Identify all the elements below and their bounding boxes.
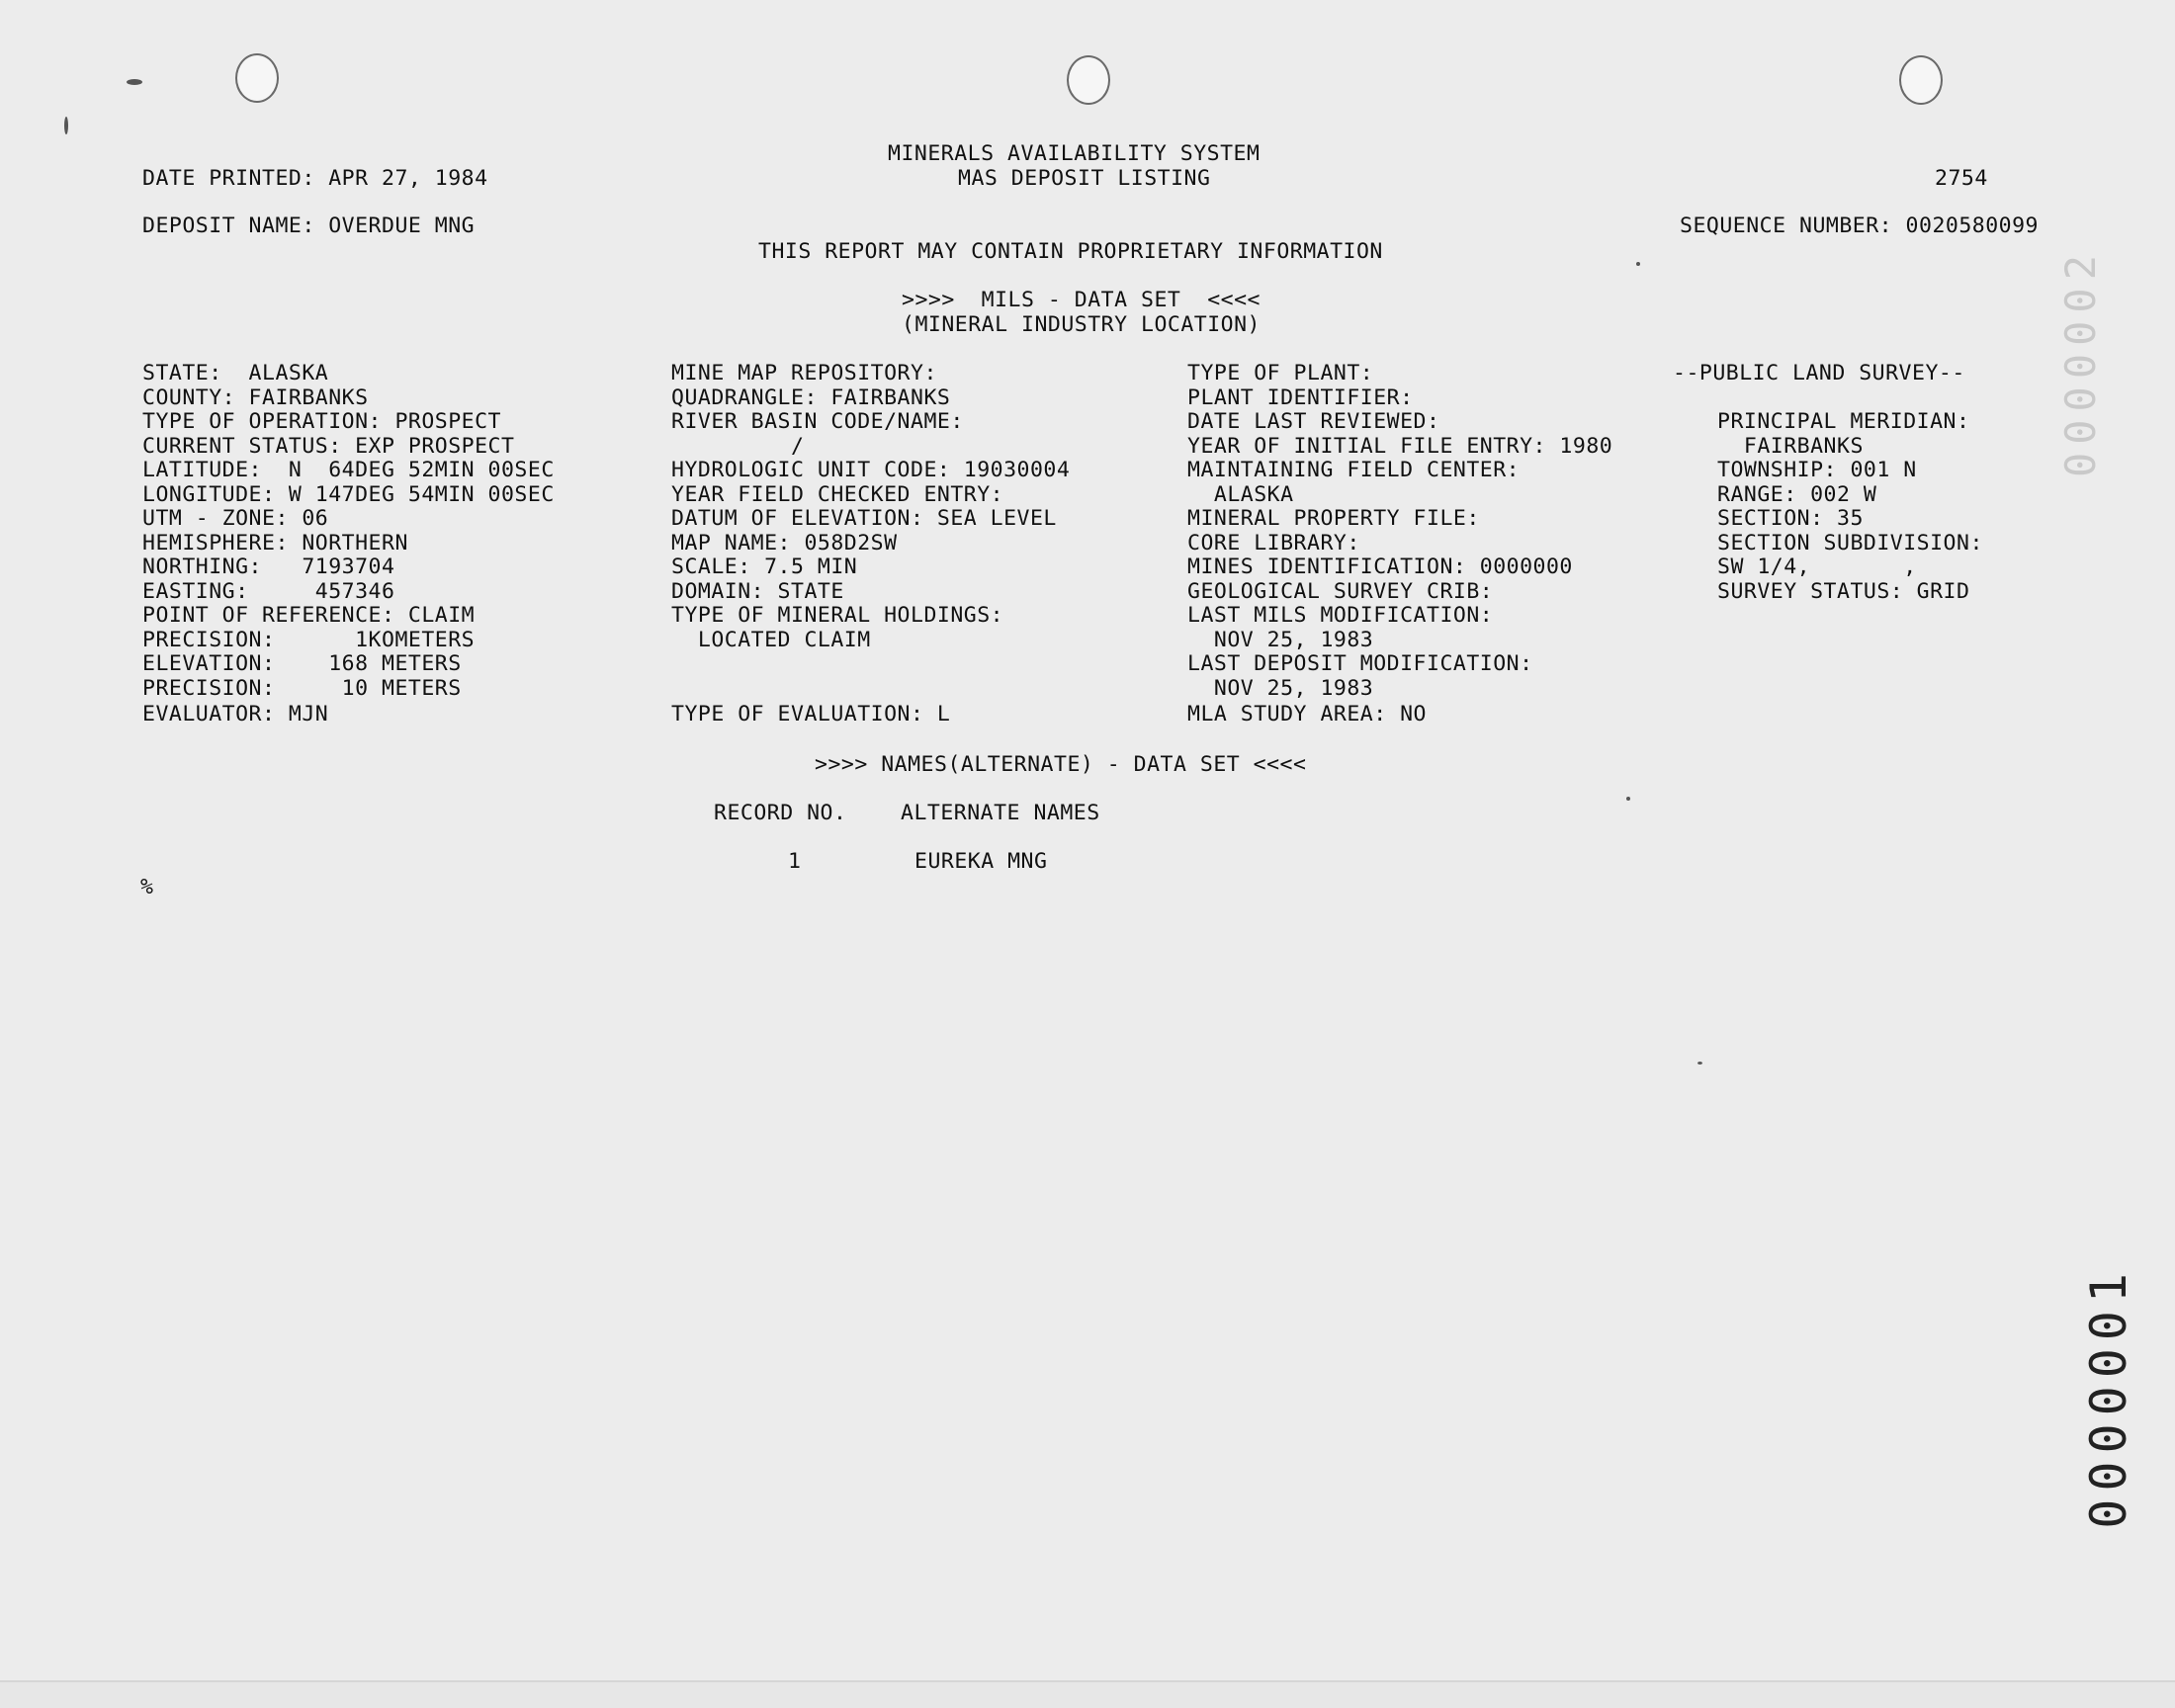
field-last-mils-modification: LAST MILS MODIFICATION: — [1187, 603, 1494, 628]
field-last-mils-modification-date: NOV 25, 1983 — [1187, 627, 1374, 652]
field-mineral-holdings: TYPE OF MINERAL HOLDINGS: — [671, 603, 1004, 628]
field-precision: PRECISION: 1KOMETERS — [142, 627, 476, 652]
scan-mark — [1636, 262, 1640, 266]
page-number: 2754 — [1935, 166, 1988, 191]
field-type-of-evaluation: TYPE OF EVALUATION: L — [671, 702, 951, 726]
field-point-of-reference: POINT OF REFERENCE: CLAIM — [142, 603, 476, 628]
field-maintaining-center-value: ALASKA — [1187, 481, 1294, 507]
field-year-field-checked: YEAR FIELD CHECKED ENTRY: — [671, 481, 1004, 507]
report-subtitle: MAS DEPOSIT LISTING — [958, 166, 1211, 191]
field-township: TOWNSHIP: 001 N — [1717, 458, 1917, 482]
punch-hole — [235, 53, 279, 103]
field-last-deposit-modification: LAST DEPOSIT MODIFICATION: — [1187, 651, 1533, 676]
proprietary-notice: THIS REPORT MAY CONTAIN PROPRIETARY INFORMATION — [758, 239, 1383, 264]
field-mine-map-repository: MINE MAP REPOSITORY: — [671, 361, 937, 385]
field-last-deposit-modification-date: NOV 25, 1983 — [1187, 675, 1374, 701]
deposit-name: DEPOSIT NAME: OVERDUE MNG — [142, 214, 476, 238]
field-principal-meridian: PRINCIPAL MERIDIAN: — [1717, 409, 1970, 434]
alternate-name: EUREKA MNG — [914, 849, 1048, 874]
scan-mark — [1626, 797, 1630, 801]
scan-mark — [127, 79, 142, 85]
field-mla-study-area: MLA STUDY AREA: NO — [1187, 702, 1427, 726]
field-mineral-property-file: MINERAL PROPERTY FILE: — [1187, 506, 1480, 531]
date-printed: DATE PRINTED: APR 27, 1984 — [142, 166, 488, 191]
field-core-library: CORE LIBRARY: — [1187, 530, 1360, 555]
field-northing: NORTHING: 7193704 — [142, 555, 395, 579]
field-survey-status: SURVEY STATUS: GRID — [1717, 578, 1970, 604]
field-geological-survey-crib: GEOLOGICAL SURVEY CRIB: — [1187, 578, 1494, 604]
field-river-basin-value: / — [671, 433, 805, 459]
field-mines-identification: MINES IDENTIFICATION: 0000000 — [1187, 555, 1573, 579]
field-initial-file-entry: YEAR OF INITIAL FILE ENTRY: 1980 — [1187, 433, 1613, 459]
field-plant-identifier: PLANT IDENTIFIER: — [1187, 384, 1414, 410]
field-section-subdivision-value: SW 1/4, , — [1717, 555, 1917, 579]
report-title: MINERALS AVAILABILITY SYSTEM — [888, 141, 1261, 166]
field-hemisphere: HEMISPHERE: NORTHERN — [142, 530, 408, 555]
scan-mark — [1697, 1062, 1702, 1065]
field-mineral-holdings-value: LOCATED CLAIM — [671, 627, 871, 652]
field-evaluator: EVALUATOR: MJN — [142, 702, 329, 726]
field-range: RANGE: 002 W — [1717, 481, 1877, 507]
field-maintaining-center: MAINTAINING FIELD CENTER: — [1187, 458, 1521, 482]
field-current-status: CURRENT STATUS: EXP PROSPECT — [142, 433, 515, 459]
mils-subheading: (MINERAL INDUSTRY LOCATION) — [902, 312, 1261, 337]
field-easting: EASTING: 457346 — [142, 578, 395, 604]
mils-heading: >>>> MILS - DATA SET <<<< — [902, 288, 1261, 312]
field-principal-meridian-value: FAIRBANKS — [1717, 433, 1864, 459]
frame-number-stamp: 0000002 — [2056, 247, 2105, 478]
field-elevation-precision: PRECISION: 10 METERS — [142, 675, 462, 701]
record-no-header: RECORD NO. — [714, 801, 847, 825]
field-river-basin: RIVER BASIN CODE/NAME: — [671, 409, 964, 434]
field-elevation: ELEVATION: 168 METERS — [142, 651, 462, 676]
field-quadrangle: QUADRANGLE: FAIRBANKS — [671, 384, 951, 410]
alternate-names-header: ALTERNATE NAMES — [901, 801, 1100, 825]
field-type-of-plant: TYPE OF PLANT: — [1187, 361, 1374, 385]
field-domain: DOMAIN: STATE — [671, 578, 844, 604]
field-section-subdivision: SECTION SUBDIVISION: — [1717, 530, 1983, 555]
field-latitude: LATITUDE: N 64DEG 52MIN 00SEC — [142, 458, 555, 482]
field-utm-zone: UTM - ZONE: 06 — [142, 506, 329, 531]
field-state: STATE: ALASKA — [142, 361, 329, 385]
field-datum-of-elevation: DATUM OF ELEVATION: SEA LEVEL — [671, 506, 1057, 531]
names-heading: >>>> NAMES(ALTERNATE) - DATA SET <<<< — [815, 752, 1307, 777]
sequence-number: SEQUENCE NUMBER: 0020580099 — [1680, 214, 2039, 238]
field-map-name: MAP NAME: 058D2SW — [671, 530, 898, 555]
land-survey-heading: --PUBLIC LAND SURVEY-- — [1673, 361, 1965, 385]
frame-number-stamp: 0000001 — [2080, 1265, 2137, 1529]
scan-mark — [64, 117, 68, 134]
field-date-last-reviewed: DATE LAST REVIEWED: — [1187, 409, 1440, 434]
field-county: COUNTY: FAIRBANKS — [142, 384, 369, 410]
punch-hole — [1899, 55, 1943, 105]
field-longitude: LONGITUDE: W 147DEG 54MIN 00SEC — [142, 481, 555, 507]
record-number: 1 — [788, 849, 802, 874]
field-section: SECTION: 35 — [1717, 506, 1864, 531]
footer-mark: % — [140, 875, 154, 899]
field-scale: SCALE: 7.5 MIN — [671, 555, 858, 579]
field-operation-type: TYPE OF OPERATION: PROSPECT — [142, 409, 501, 434]
field-hydrologic-unit: HYDROLOGIC UNIT CODE: 19030004 — [671, 458, 1071, 482]
punch-hole — [1067, 55, 1110, 105]
